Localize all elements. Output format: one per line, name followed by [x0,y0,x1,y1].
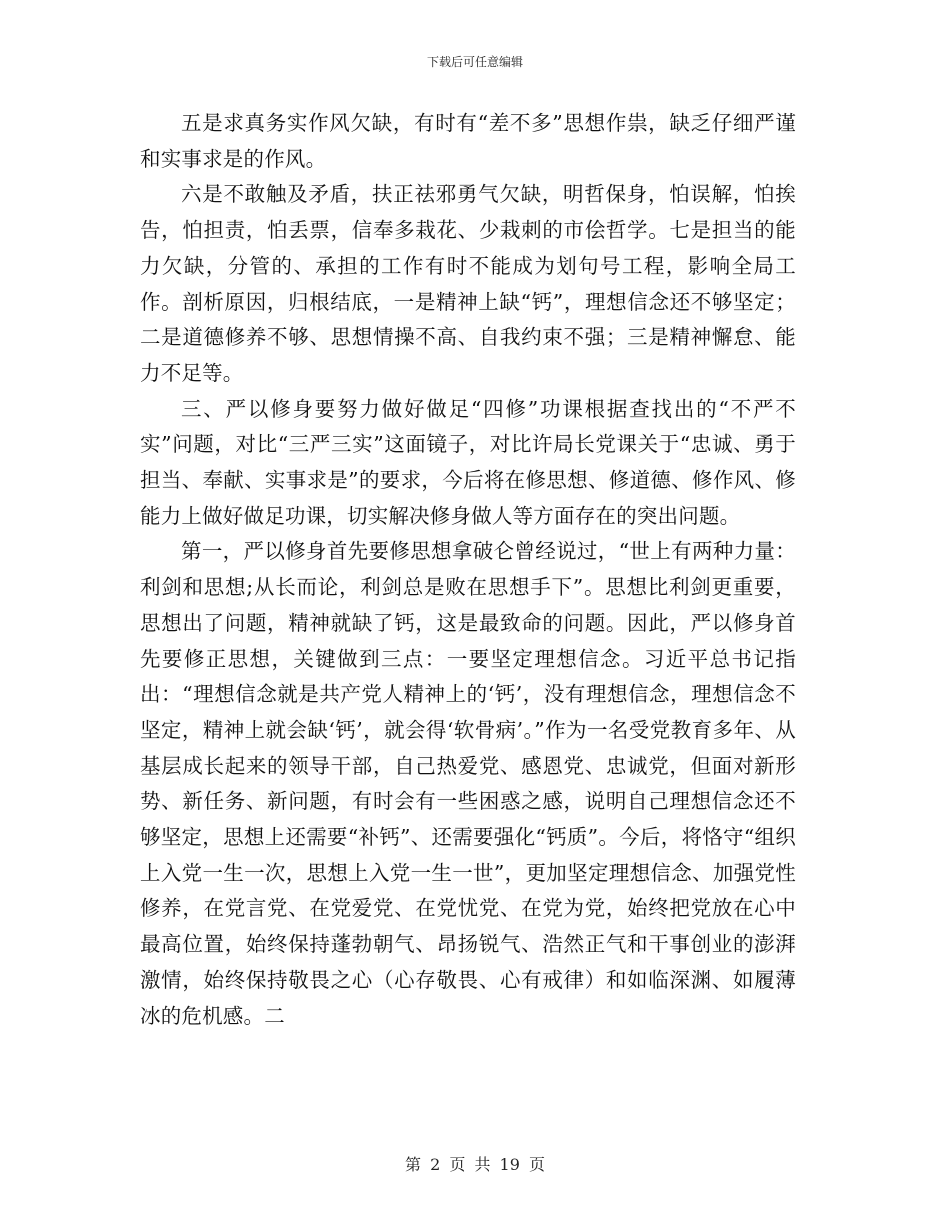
paragraph: 六是不敢触及矛盾，扶正祛邪勇气欠缺，明哲保身，怕误解，怕挨告，怕担责，怕丢票，信奉多栽花、少栽刺的市侩哲学。七是担当的能力欠缺，分管的、承担的工作有时不能成为划句号工程，影响全局工作。剖析原因，归根结底，一是精神上缺“钙”，理想信念还不够坚定；二是道德修养不够、思想情操不高、自我约束不强；三是精神懈怠、能力不足等。 [140,182,796,385]
paragraph: 三、严以修身要努力做好做足“四修”功课根据查找出的“不严不实”问题，对比“三严三实”这面镜子，对比许局长党课关于“忠诚、勇于担当、奉献、实事求是”的要求，今后将在修思想、修道德、修作风、修能力上做好做足功课，切实解决修身做人等方面存在的突出问题。 [140,396,796,528]
document-body [140,106,796,1034]
page-number-footer: 第 2 页 共 19 页 [405,1155,545,1174]
paragraph: 第一，严以修身首先要修思想拿破仑曾经说过，“世上有两种力量：利剑和思想;从长而论，利剑总是败在思想手下”。思想比利剑更重要，思想出了问题，精神就缺了钙，这是最致命的问题。因此，严以修身首先要修正思想，关键做到三点：一要坚定理想信念。习近平总书记指出：“理想信念就是共产党人精神上的‘钙’，没有理想信念，理想信念不坚定，精神上就会缺‘钙’，就会得‘软骨病’。”作为一名受党教育多年、从基层成长起来的领导干部，自己热爱党、感恩党、忠诚党，但面对新形势、新任务、新问题，有时会有一些困惑之感，说明自己理想信念还不够坚定，思想上还需要“补钙”、还需要强化“钙质”。今后，将恪守“组织上入党一生一次，思想上入党一生一世”，更加坚定理想信念、加强党性修养，在党言党、在党爱党、在党忧党、在党为党，始终把党放在心中最高位置，始终保持蓬勃朝气、昂扬锐气、浩然正气和干事创业的澎湃激情，始终保持敬畏之心（心存敬畏、心有戒律）和如临深渊、如履薄冰的危机感。二 [140,539,796,1028]
paragraph: 五是求真务实作风欠缺，有时有“差不多”思想作祟，缺乏仔细严谨和实事求是的作风。 [140,111,796,171]
page-header: 下载后可任意编辑 [426,55,523,69]
